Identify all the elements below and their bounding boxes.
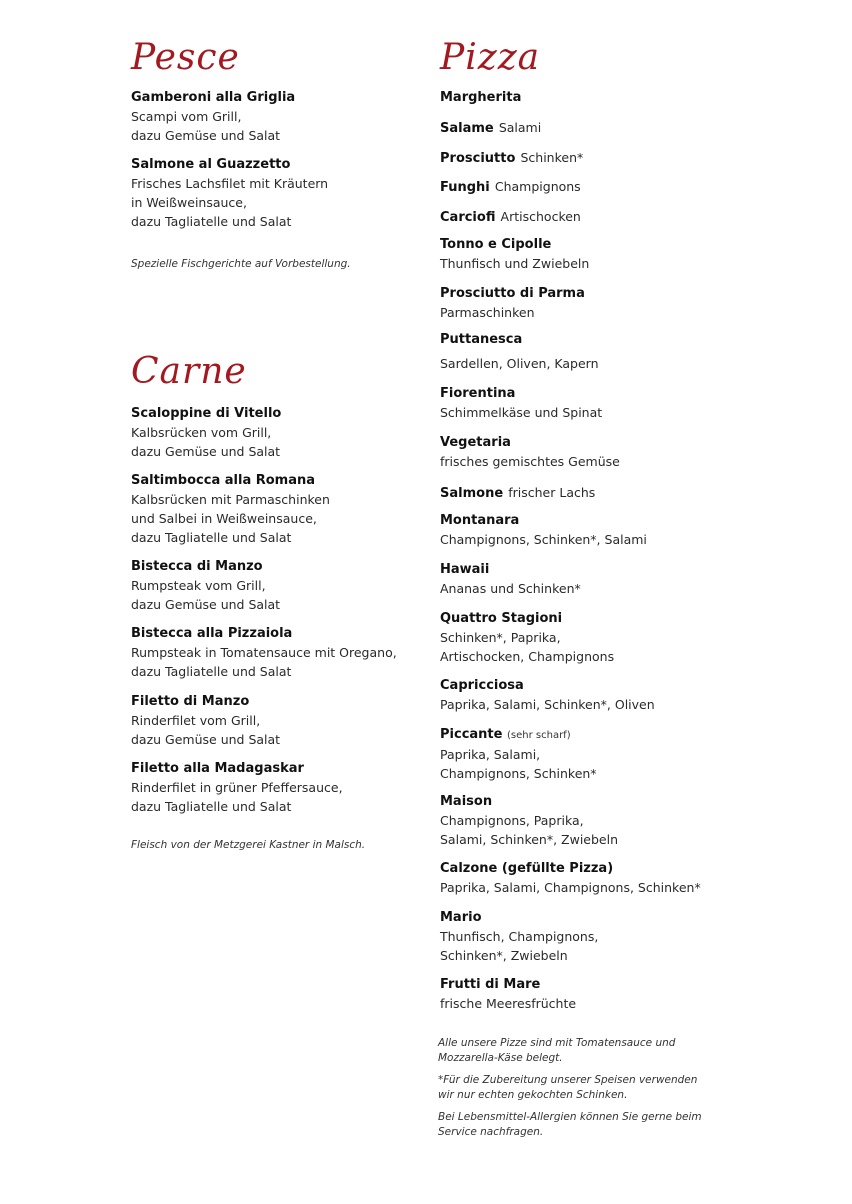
item-name: Prosciutto [440,151,516,166]
pizza-mario [440,908,760,965]
item-name: Capricciosa [440,678,524,693]
item-description: Paprika, Salami, Schinken*, Oliven [440,697,655,712]
item-name: Tonno e Cipolle [440,237,552,252]
item-description: Schinken*, Paprika, Artischocken, Champignons [440,630,615,664]
pizza-note-ham: *Für die Zubereitung unserer Speisen verwenden wir nur echten gekochten Schinken. [438,1074,698,1101]
item-name-text: Piccante [440,727,503,742]
item-description: frisches gemischtes Gemüse [440,454,620,469]
pizza-heading: Pizza [440,37,541,78]
spice-note: (sehr scharf) [507,730,571,741]
item-description: Champignons, Paprika, Salami, Schinken*, Zwiebeln [440,813,619,847]
pizza-prosciutto-parma [440,284,760,322]
item-description: Artischocken [500,209,581,224]
item-name: Filetto alla Madagaskar [131,761,304,776]
pizza-maison [440,792,760,849]
item-name: Salmone [440,486,504,501]
item-name [440,725,760,745]
item-name: Puttanesca [440,332,523,347]
item-description: Thunfisch und Zwiebeln [440,256,590,271]
item-description: Champignons, Schinken*, Salami [440,532,647,547]
pizza-salmone [440,482,760,503]
menu-item-bistecca-pizzaiola [131,624,431,681]
menu-item-bistecca-manzo [131,557,431,614]
pizza-note-allergies: Bei Lebensmittel-Allergien können Sie gerne beim Service nachfragen. [438,1111,702,1138]
item-description: frischer Lachs [508,485,596,500]
item-description: Rumpsteak in Tomatensauce mit Oregano, dazu Tagliatelle und Salat [131,645,397,679]
pizza-fiorentina [440,384,760,422]
item-name: Filetto di Manzo [131,694,250,709]
item-name: Margherita [440,90,522,105]
item-description: Sardellen, Oliven, Kapern [440,356,599,371]
item-description: Paprika, Salami, Champignons, Schinken* [440,880,701,895]
item-name: Bistecca alla Pizzaiola [131,626,293,641]
item-description: Frisches Lachsfilet mit Kräutern in Weißweinsauce, dazu Tagliatelle und Salat [131,176,329,229]
pizza-tonno-cipolle [440,235,760,273]
item-description: Rinderfilet in grüner Pfeffersauce, dazu Tagliatelle und Salat [131,780,343,814]
menu-item-gamberoni [131,88,431,145]
pizza-montanara [440,511,760,549]
menu-item-scaloppine [131,404,431,461]
item-name: Carciofi [440,210,496,225]
menu-item-salmone-guazzetto [131,155,431,231]
item-name: Salmone al Guazzetto [131,157,291,172]
pizza-piccante [440,725,760,783]
item-name: Salame [440,121,494,136]
item-name: Funghi [440,180,490,195]
item-name: Hawaii [440,562,490,577]
item-description: Salami [498,120,542,135]
pizza-frutti-di-mare [440,975,760,1013]
item-name: Saltimbocca alla Romana [131,473,316,488]
item-description: Kalbsrücken mit Parmaschinken und Salbei in Weißweinsauce, dazu Tagliatelle und Salat [131,492,330,545]
pizza-calzone [440,859,760,897]
item-description: Champignons [494,179,581,194]
pesce-heading: Pesce [131,37,240,78]
menu-item-filetto-madagaskar [131,759,431,816]
pesce-note: Spezielle Fischgerichte auf Vorbestellung. [131,258,351,270]
carne-heading: Carne [131,351,247,392]
item-description: Kalbsrücken vom Grill, dazu Gemüse und Salat [131,425,281,459]
item-name: Maison [440,794,493,809]
item-description: Schimmelkäse und Spinat [440,405,603,420]
item-description: Schinken* [520,150,584,165]
item-description: Parmaschinken [440,305,535,320]
carne-note: Fleisch von der Metzgerei Kastner in Malsch. [131,839,366,851]
item-description: Paprika, Salami, Champignons, Schinken* [440,747,597,781]
pizza-funghi [440,176,760,197]
pizza-carciofi [440,206,760,227]
item-name: Frutti di Mare [440,977,541,992]
item-name: Scaloppine di Vitello [131,406,282,421]
item-name: Fiorentina [440,386,516,401]
pizza-prosciutto [440,147,760,168]
item-description: frische Meeresfrüchte [440,996,577,1011]
item-description: Ananas und Schinken* [440,581,581,596]
item-name: Bistecca di Manzo [131,559,263,574]
menu-item-saltimbocca [131,471,431,547]
item-description: Scampi vom Grill, dazu Gemüse und Salat [131,109,281,143]
item-description: Rinderfilet vom Grill, dazu Gemüse und Salat [131,713,281,747]
pizza-capricciosa [440,676,760,714]
pizza-quattro-stagioni [440,609,760,666]
item-description: Thunfisch, Champignons, Schinken*, Zwiebeln [440,929,599,963]
pizza-vegetaria [440,433,760,471]
pizza-margherita [440,88,760,107]
item-name: Vegetaria [440,435,511,450]
item-description: Rumpsteak vom Grill, dazu Gemüse und Salat [131,578,281,612]
item-name: Mario [440,910,482,925]
item-name: Quattro Stagioni [440,611,563,626]
pizza-note-toppings: Alle unsere Pizze sind mit Tomatensauce und Mozzarella-Käse belegt. [438,1037,676,1064]
pizza-hawaii [440,560,760,598]
item-name: Calzone (gefüllte Pizza) [440,861,614,876]
item-name: Prosciutto di Parma [440,286,585,301]
pizza-salame [440,117,760,138]
item-name: Gamberoni alla Griglia [131,90,296,105]
menu-item-filetto-manzo [131,692,431,749]
item-name: Montanara [440,513,520,528]
pizza-puttanesca [440,330,760,373]
